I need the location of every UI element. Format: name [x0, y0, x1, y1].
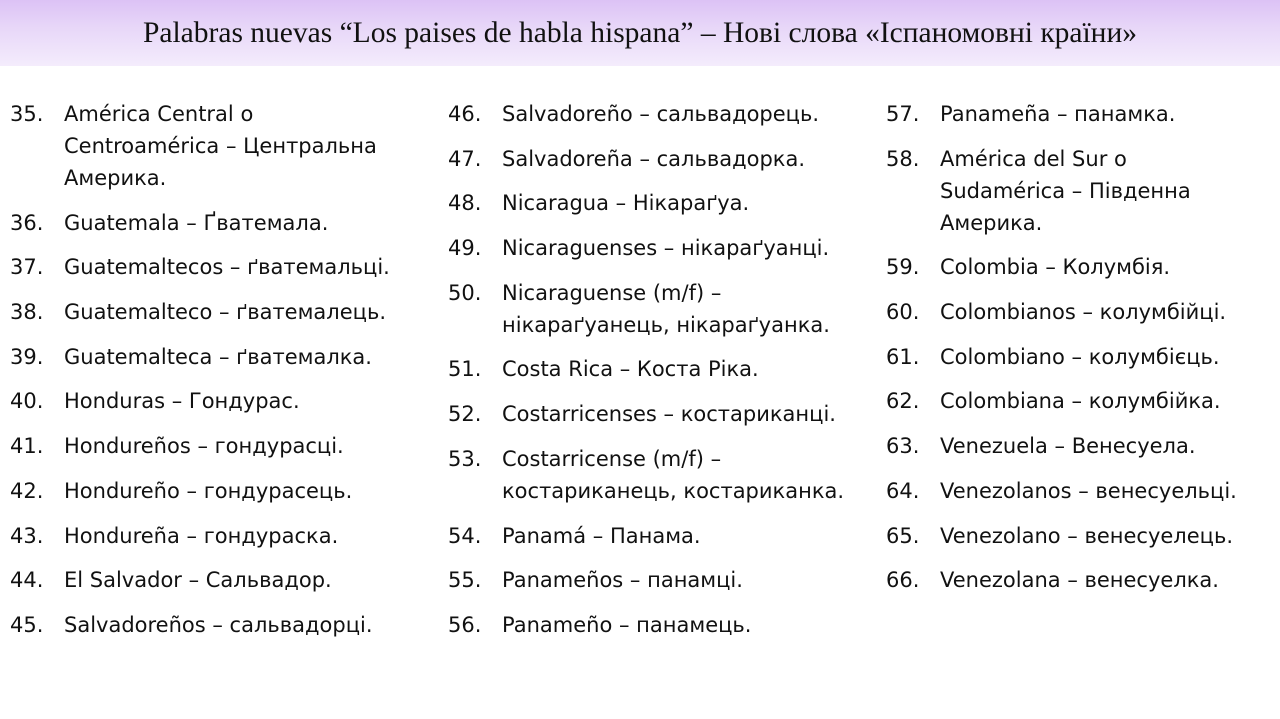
item-text: [502, 277, 830, 341]
item-text-line: Venezolano – венесуелець.: [940, 523, 1233, 548]
item-number: 41.: [10, 434, 44, 459]
item-text-line: Costarricense (m/f) –: [502, 446, 722, 471]
item-text-line: Venezuela – Венесуела.: [940, 434, 1196, 459]
item-text-line: Costarricenses – костариканці.: [502, 402, 836, 427]
vocab-list-item: [886, 143, 1280, 239]
item-number: 49.: [448, 236, 482, 261]
item-text: [502, 520, 701, 552]
item-number: 63.: [886, 434, 920, 459]
vocab-list-item: [448, 277, 880, 341]
vocab-list-item: [448, 443, 880, 507]
vocab-list-item: [448, 353, 880, 385]
title-banner: [0, 0, 1280, 66]
item-number: 37.: [10, 255, 44, 280]
vocab-list-item: [10, 296, 440, 328]
item-text-line: El Salvador – Сальвадор.: [64, 568, 332, 593]
item-number: 44.: [10, 568, 44, 593]
item-text-line: Colombiana – колумбійка.: [940, 389, 1221, 414]
item-text: [940, 296, 1226, 328]
item-text-line: Америка.: [64, 166, 167, 190]
item-text-line: Honduras – Гондурас.: [64, 389, 300, 414]
item-text-line: América del Sur o: [940, 146, 1127, 171]
item-number: 62.: [886, 389, 920, 414]
vocab-list-item: [10, 564, 440, 596]
item-text: [64, 98, 377, 194]
item-text-line: Sudamérica – Південна: [940, 178, 1191, 203]
item-number: 59.: [886, 255, 920, 280]
vocab-list-item: [886, 385, 1280, 417]
item-text-line: Colombiano – колумбієць.: [940, 344, 1220, 369]
item-text-line: Panameña – панамка.: [940, 102, 1176, 126]
item-text-line: Hondureños – гондурасці.: [64, 434, 344, 459]
item-number: 40.: [10, 389, 44, 414]
vocab-list-item: [448, 98, 880, 130]
item-text: [502, 143, 805, 175]
item-number: 57.: [886, 102, 920, 126]
item-number: 51.: [448, 357, 482, 382]
vocab-list-item: [10, 475, 440, 507]
vocab-list-item: [886, 296, 1280, 328]
item-number: 60.: [886, 300, 920, 325]
item-text-line: нікараґуанець, нікараґуанка.: [502, 312, 830, 337]
item-text-line: Panamá – Панама.: [502, 523, 701, 548]
item-text-line: Panameños – панамці.: [502, 568, 743, 593]
item-number: 56.: [448, 612, 482, 637]
item-text: [940, 385, 1221, 417]
vocab-list-item: [448, 564, 880, 596]
item-text: [64, 296, 386, 328]
vocab-column-3: [886, 98, 1280, 609]
item-number: 55.: [448, 568, 482, 593]
item-text: [502, 187, 749, 219]
item-text-line: Nicaraguense (m/f) –: [502, 280, 722, 305]
item-text: [64, 341, 372, 373]
vocab-column-1: [10, 98, 440, 654]
item-text: [64, 475, 352, 507]
item-text-line: América Central o: [64, 102, 254, 126]
item-number: 36.: [10, 210, 44, 235]
vocab-list-item: [448, 143, 880, 175]
vocab-list-item: [886, 98, 1280, 130]
item-text-line: Hondureño – гондурасець.: [64, 478, 353, 503]
item-text-line: Hondureña – гондураска.: [64, 523, 339, 548]
vocab-list-item: [448, 232, 880, 264]
page-title: Palabras nuevas “Los paises de habla hispana” – Нові слова «Іспаномовні країни»: [142, 16, 1138, 49]
vocab-list-item: [10, 251, 440, 283]
item-text: [940, 143, 1191, 239]
item-number: 42.: [10, 478, 44, 503]
vocab-list-item: [886, 520, 1280, 552]
item-text-line: Venezolana – венесуелка.: [940, 568, 1219, 593]
item-number: 58.: [886, 146, 920, 171]
item-text: [64, 207, 328, 239]
item-text-line: Guatemala – Ґватемала.: [64, 210, 329, 235]
item-number: 52.: [448, 402, 482, 427]
item-text-line: Salvadoreños – сальвадорці.: [64, 612, 373, 637]
item-text-line: Guatemaltecos – ґватемальці.: [64, 255, 390, 280]
item-text: [940, 475, 1237, 507]
item-number: 35.: [10, 102, 44, 126]
item-text: [502, 232, 829, 264]
item-text: [940, 341, 1220, 373]
item-number: 43.: [10, 523, 44, 548]
item-number: 65.: [886, 523, 920, 548]
vocab-list-item: [886, 430, 1280, 462]
vocab-list-item: [886, 341, 1280, 373]
item-text-line: Nicaragua – Нікараґуа.: [502, 191, 750, 216]
vocab-list-item: [448, 520, 880, 552]
item-text-line: костариканець, костариканка.: [502, 478, 845, 503]
item-text: [64, 430, 344, 462]
item-text: [502, 98, 819, 130]
item-text: [64, 251, 390, 283]
vocab-list-item: [10, 341, 440, 373]
vocab-list-item: [448, 609, 880, 641]
item-number: 48.: [448, 191, 482, 216]
item-number: 39.: [10, 344, 44, 369]
item-text-line: Colombianos – колумбійці.: [940, 300, 1227, 325]
item-number: 54.: [448, 523, 482, 548]
item-text-line: Америка.: [940, 210, 1043, 235]
vocab-list-item: [10, 98, 440, 194]
item-text: [64, 385, 300, 417]
vocab-column-2: [448, 98, 880, 654]
item-number: 50.: [448, 280, 482, 305]
item-text-line: Nicaraguenses – нікараґуанці.: [502, 236, 830, 261]
vocab-list-item: [448, 187, 880, 219]
item-text: [940, 98, 1175, 130]
item-number: 38.: [10, 300, 44, 325]
item-text: [940, 430, 1196, 462]
item-number: 53.: [448, 446, 482, 471]
vocab-list-item: [886, 251, 1280, 283]
item-text: [64, 564, 332, 596]
item-number: 64.: [886, 478, 920, 503]
vocab-list-item: [886, 475, 1280, 507]
item-text-line: Salvadoreño – сальвадорець.: [502, 102, 820, 126]
item-text: [940, 520, 1233, 552]
vocab-list-item: [886, 564, 1280, 596]
item-text: [64, 609, 373, 641]
item-text-line: Venezolanos – венесуельці.: [940, 478, 1237, 503]
vocab-list-item: [448, 398, 880, 430]
item-number: 61.: [886, 344, 920, 369]
item-text: [502, 564, 743, 596]
vocab-list-item: [10, 385, 440, 417]
item-text: [64, 520, 338, 552]
item-number: 47.: [448, 146, 482, 171]
item-text-line: Panameño – панамець.: [502, 612, 752, 637]
item-text-line: Costa Rica – Коста Ріка.: [502, 357, 759, 382]
item-text-line: Guatemalteca – ґватемалка.: [64, 344, 372, 369]
item-text: [940, 564, 1219, 596]
item-number: 45.: [10, 612, 44, 637]
vocab-list-item: [10, 609, 440, 641]
item-text: [502, 353, 759, 385]
item-number: 46.: [448, 102, 482, 126]
vocab-list-item: [10, 207, 440, 239]
item-text-line: Salvadoreña – сальвадорка.: [502, 146, 806, 171]
item-text-line: Guatemalteco – ґватемалець.: [64, 300, 386, 325]
item-text: [502, 609, 751, 641]
item-number: 66.: [886, 568, 920, 593]
vocab-list-item: [10, 520, 440, 552]
vocab-list-item: [10, 430, 440, 462]
item-text: [502, 443, 844, 507]
item-text-line: Colombia – Колумбія.: [940, 255, 1171, 280]
item-text: [940, 251, 1170, 283]
item-text: [502, 398, 836, 430]
item-text-line: Centroamérica – Центральна: [64, 134, 377, 158]
